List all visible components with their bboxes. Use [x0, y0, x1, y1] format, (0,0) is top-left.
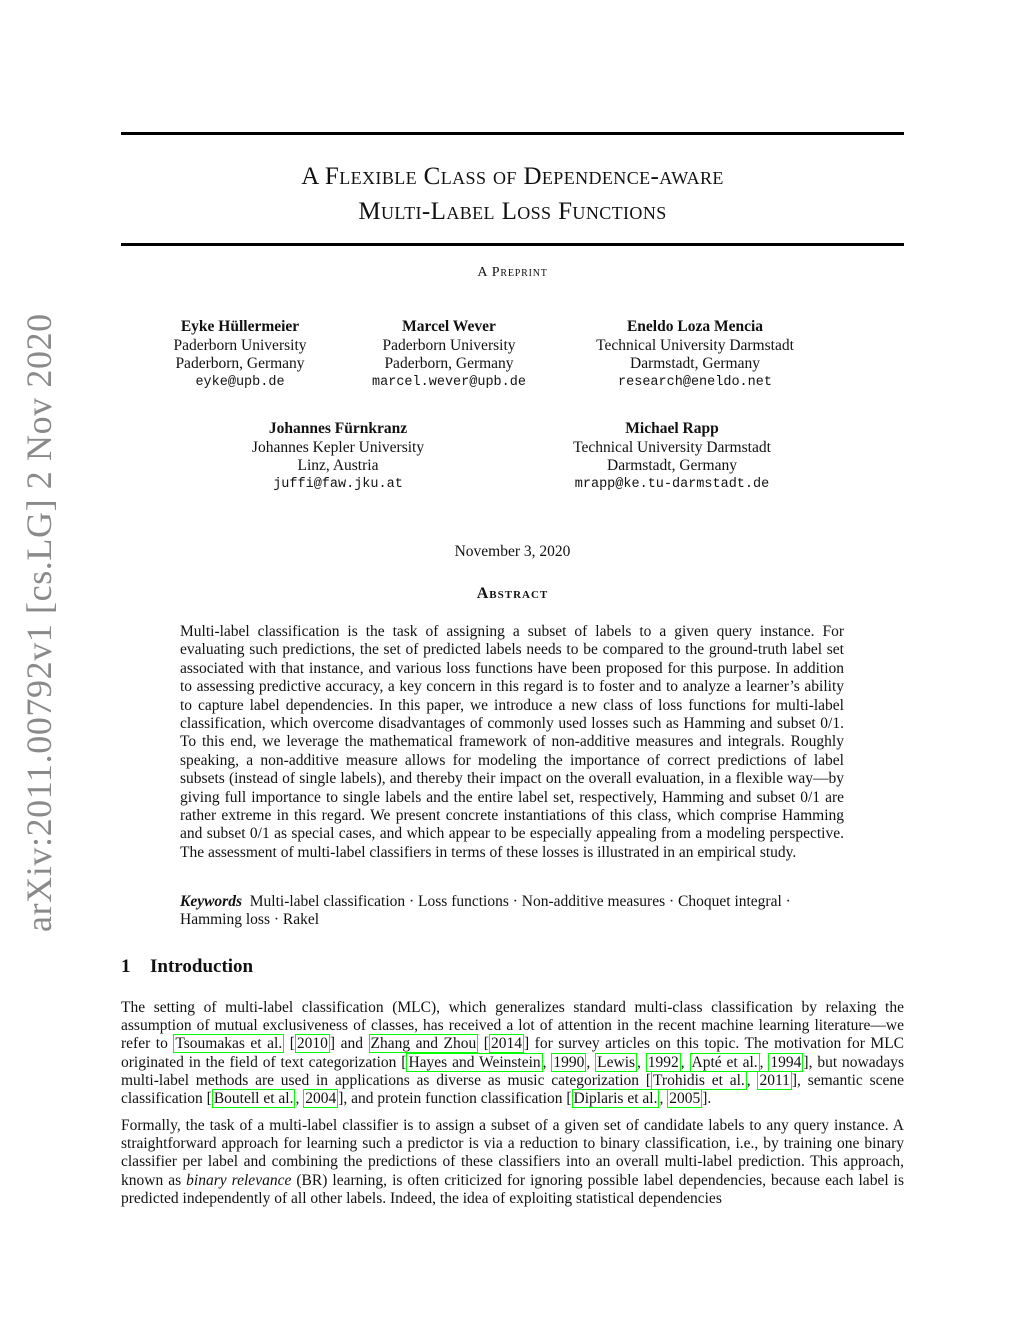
author-location: Paderborn, Germany: [384, 355, 514, 372]
author-affiliation: Technical University Darmstadt: [596, 336, 794, 354]
text-run: ,: [680, 1053, 690, 1071]
text-run: ,: [659, 1090, 668, 1108]
abstract-heading: Abstract: [476, 585, 549, 602]
text-run: ] and: [329, 1035, 369, 1053]
author-email[interactable]: juffi@faw.jku.at: [273, 476, 403, 492]
paper-title-line-2: Multi-Label Loss Functions: [358, 198, 667, 225]
paper-title-line-1: A Flexible Class of Dependence-aware: [301, 163, 724, 190]
author-email[interactable]: research@eneldo.net: [618, 374, 772, 390]
citation-link[interactable]: 1992: [647, 1053, 679, 1071]
keywords: [180, 893, 844, 930]
text-run: ], but nowadays multi-label methods are used in applications as diverse as music categorization [: [121, 1053, 904, 1089]
section-title: Introduction: [150, 956, 254, 977]
citation-link[interactable]: 2014: [490, 1035, 522, 1053]
citation-link[interactable]: Boutell et al.: [213, 1090, 294, 1108]
text-run: ], semantic scene classification [: [121, 1071, 905, 1108]
author-email[interactable]: mrapp@ke.tu-darmstadt.de: [574, 476, 770, 492]
author-block: [340, 318, 558, 392]
author-block: [552, 420, 792, 494]
author-affiliation: Paderborn University: [382, 336, 516, 354]
text-run: ,: [586, 1053, 596, 1071]
citation-link[interactable]: Hayes and Weinstein: [408, 1053, 541, 1071]
author-location: Darmstadt, Germany: [630, 355, 760, 372]
citation-link[interactable]: Apté et al.: [691, 1053, 758, 1071]
emphasis-term: binary relevance: [186, 1171, 292, 1189]
author-location: Darmstadt, Germany: [607, 457, 737, 474]
section-heading: [121, 956, 253, 978]
text-run: ,: [759, 1053, 769, 1071]
author-affiliation: Paderborn University: [173, 336, 307, 354]
text-run: ,: [746, 1071, 758, 1089]
title-bottom-rule: [121, 243, 904, 246]
citation-link[interactable]: 2011: [759, 1071, 790, 1089]
author-name: Michael Rapp: [625, 420, 719, 437]
citation-link[interactable]: Zhang and Zhou: [370, 1035, 477, 1053]
citation-link[interactable]: Lewis: [597, 1053, 636, 1071]
title-top-rule: [121, 132, 904, 135]
citation-link[interactable]: Diplaris et al.: [573, 1090, 658, 1108]
citation-link[interactable]: Trohidis et al.: [652, 1071, 745, 1089]
text-run: (BR) learning, is often criticized for ignoring possible label dependencies, because each label is predicted independently of all other labels. Indeed, the idea of exploiting statistical dependencies: [121, 1171, 904, 1207]
text-run: ,: [295, 1090, 304, 1108]
author-block: [140, 318, 340, 392]
intro-paragraph-2: [121, 1117, 904, 1208]
citation-link[interactable]: 2005: [669, 1090, 701, 1108]
author-block: [228, 420, 448, 494]
text-run: Formally, the task of a multi-label classifier is to assign a subset of a given set of candidate labels to any query instance. A straightforward approach for learning such a predictor is via a reduction to binary classification, i.e., by training one binary classifier per label and combining the predictions of these classifiers into an overall multi-label prediction. This approach, known as: [121, 1117, 904, 1189]
preprint-label: A Preprint: [477, 265, 548, 280]
citation-link[interactable]: 1994: [770, 1053, 802, 1071]
citation-link[interactable]: 2004: [305, 1090, 337, 1108]
publication-date: November 3, 2020: [454, 543, 571, 560]
text-run: The setting of multi-label classification (MLC), which generalizes standard multi-class classification by relaxing the assumption of mutual exclusiveness of classes, has received a lot of attention in the recent machine learning literature—we refer to: [121, 999, 904, 1053]
author-block: [575, 318, 815, 392]
author-email[interactable]: marcel.wever@upb.de: [372, 374, 526, 390]
text-run: ], and protein function classification [: [338, 1090, 572, 1108]
arxiv-identifier: arXiv:2011.00792v1 [cs.LG] 2 Nov 2020: [19, 313, 59, 932]
section-number: 1: [121, 956, 131, 977]
author-name: Eyke Hüllermeier: [180, 318, 300, 335]
author-affiliation: Johannes Kepler University: [251, 438, 425, 456]
author-email[interactable]: eyke@upb.de: [195, 374, 285, 390]
text-run: [: [478, 1035, 489, 1053]
text-run: ] for survey articles on this topic. The motivation for MLC originated in the field of text categorization [: [121, 1035, 905, 1071]
author-name: Johannes Fürnkranz: [268, 420, 408, 437]
author-location: Linz, Austria: [297, 457, 379, 474]
intro-paragraph-1: [121, 999, 904, 1108]
author-name: Marcel Wever: [402, 318, 496, 335]
keywords-list: Multi-label classification · Loss functions · Non-additive measures · Choquet integral · Hamming loss · Rakel: [180, 893, 791, 929]
text-run: ,: [542, 1053, 552, 1071]
text-run: ].: [702, 1090, 712, 1108]
citation-link[interactable]: Tsoumakas et al.: [175, 1035, 283, 1053]
author-name: Eneldo Loza Mencia: [626, 318, 764, 335]
abstract-text: Multi-label classification is the task of assigning a subset of labels to a given query instance. For evaluating such predictions, the set of predicted labels needs to be compared to the ground-truth label set associated with that instance, and various loss functions have been proposed for this purpose. In addition to assessing predictive accuracy, a key concern in this regard is to foster and to analyze a learner’s ability to capture label dependencies. In this paper, we introduce a new class of loss functions for multi-label classification, which overcome disadvantages of commonly used losses such as Hamming and subset 0/1. To this end, we leverage the mathematical framework of non-additive measures and integrals. Roughly speaking, a non-additive measure allows for modeling the importance of correct predictions of label subsets (instead of single labels), and thereby their impact on the overall evaluation, in a flexible way—by giving full importance to single labels and the entire label set, respectively, Hamming and subset 0/1 are rather extreme in this regard. We present concrete instantiations of this class, which comprise Hamming and subset 0/1 as special cases, and which appear to be especially appealing from a modeling perspective. The assessment of multi-label classifiers in terms of these losses is illustrated in an empirical study.: [180, 623, 844, 861]
citation-link[interactable]: 1990: [553, 1053, 585, 1071]
keywords-label: Keywords: [180, 893, 242, 910]
author-location: Paderborn, Germany: [175, 355, 305, 372]
author-affiliation: Technical University Darmstadt: [573, 438, 771, 456]
text-run: ,: [637, 1053, 646, 1071]
citation-link[interactable]: 2010: [296, 1035, 328, 1053]
text-run: [: [284, 1035, 295, 1053]
